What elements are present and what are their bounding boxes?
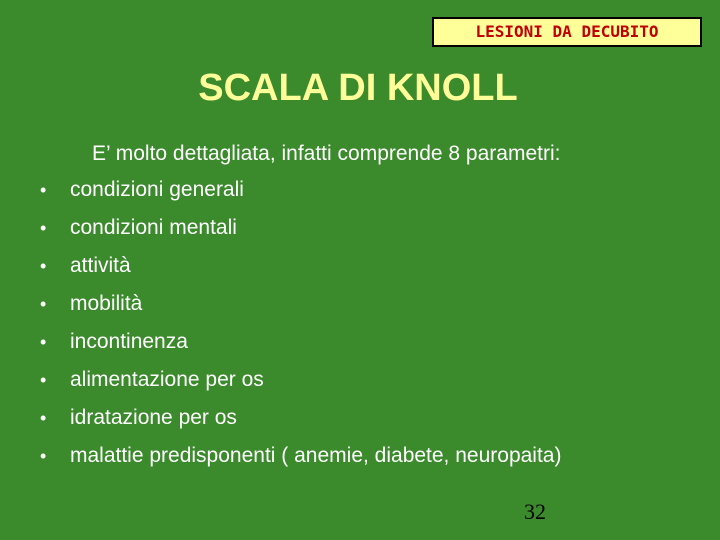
list-item-text: alimentazione per os — [70, 368, 264, 391]
slide-title-text: SCALA DI KNOLL — [198, 67, 518, 109]
list-item-text: condizioni generali — [70, 178, 244, 201]
slide-title — [0, 64, 720, 112]
bullet-icon: • — [40, 256, 47, 276]
list-item-text: attività — [70, 254, 131, 277]
bullet-icon: • — [40, 218, 47, 238]
header-label: LESIONI DA DECUBITO — [475, 22, 659, 41]
bullet-icon: • — [40, 408, 47, 428]
list-item-text: mobilità — [70, 292, 143, 315]
intro-text: E’ molto dettagliata, infatti comprende 8 parametri: — [92, 142, 561, 165]
list-item-text: malattie predisponenti ( anemie, diabete, neuropaita) — [70, 444, 562, 467]
bullet-icon: • — [40, 446, 47, 466]
bullet-icon: • — [40, 180, 47, 200]
bullet-icon: • — [40, 294, 47, 314]
list-item-text: incontinenza — [70, 330, 188, 353]
bullet-icon: • — [40, 370, 47, 390]
bullet-icon: • — [40, 332, 47, 352]
list-item-text: condizioni mentali — [70, 216, 237, 239]
page-number: 32 — [524, 499, 546, 524]
header-label-box — [432, 17, 702, 47]
list-item-text: idratazione per os — [70, 406, 237, 429]
